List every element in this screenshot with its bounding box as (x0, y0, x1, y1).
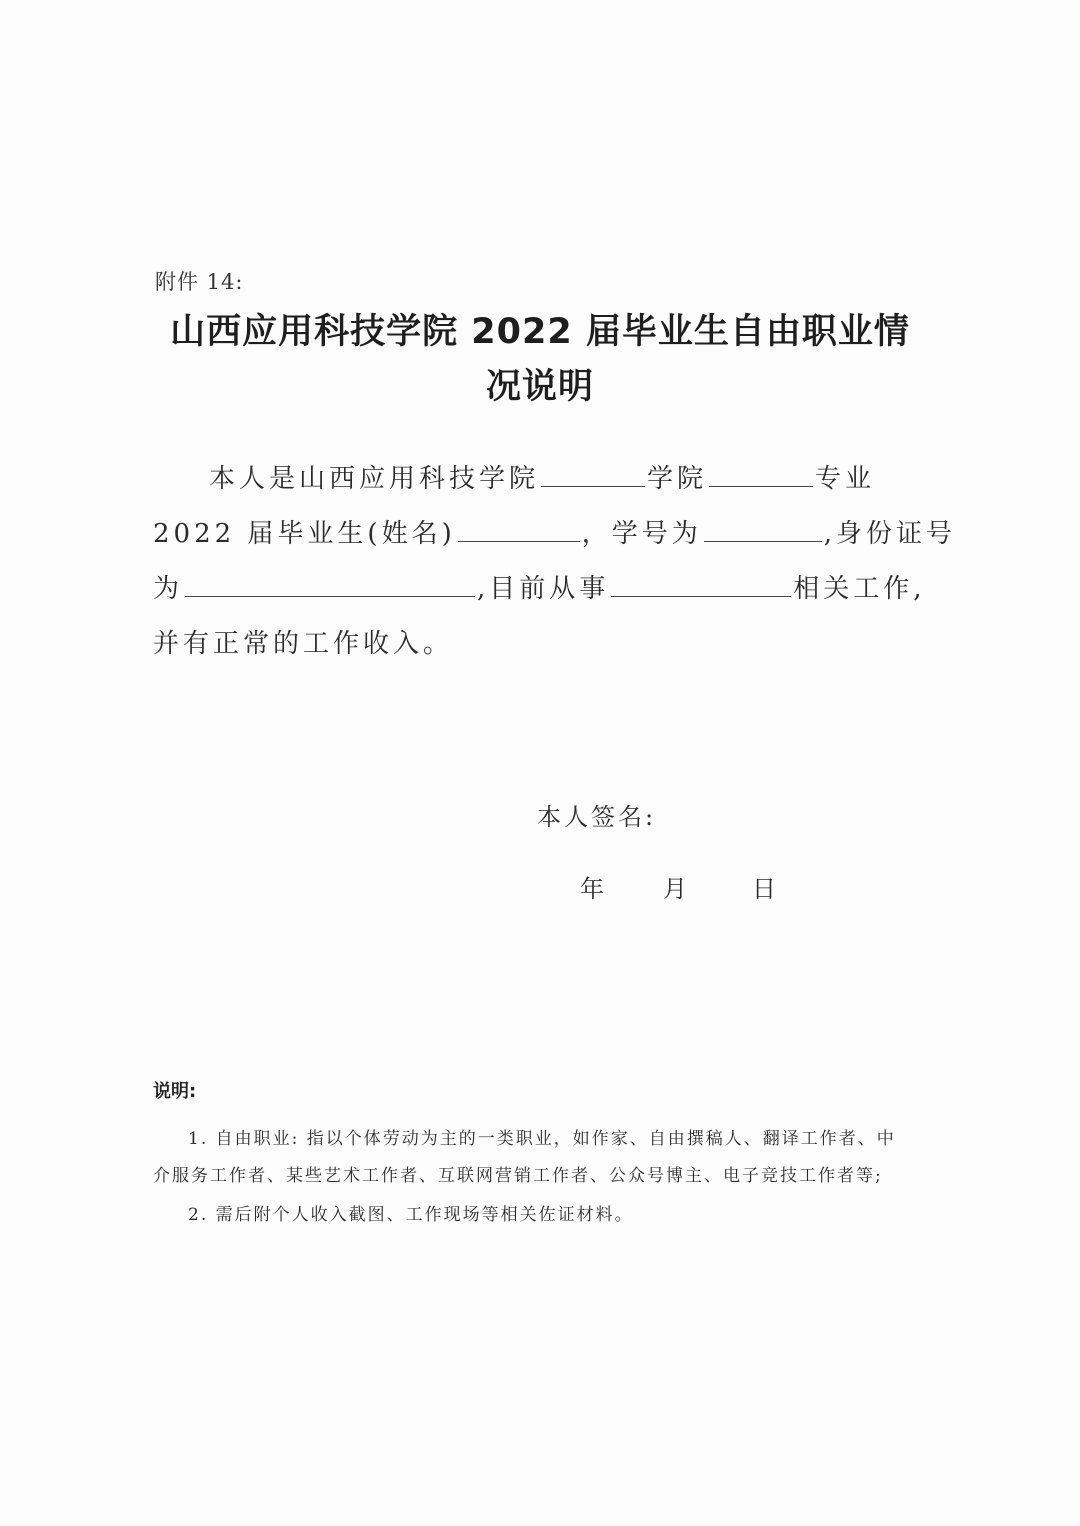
statement-text: 专业 (815, 464, 876, 494)
statement-text: 2022 届毕业生(姓名) (153, 519, 456, 549)
date-month-label: 月 (663, 875, 687, 903)
statement-line-3 (153, 562, 926, 617)
attachment-label: 附件 14: (155, 270, 244, 294)
date-day-label: 日 (752, 875, 776, 903)
name-blank[interactable] (458, 515, 580, 542)
statement-text: ,目前从事 (477, 574, 610, 604)
statement-text: ，学号为 (581, 519, 702, 549)
signature-label: 本人签名: (537, 803, 657, 831)
statement-text: 为 (153, 574, 184, 604)
occupation-blank[interactable] (611, 570, 791, 597)
student-id-blank[interactable] (704, 515, 822, 542)
statement-text: ,身份证号 (823, 519, 957, 549)
statement-line-1 (209, 452, 875, 507)
statement-line-4: 并有正常的工作收入。 (153, 629, 454, 659)
title-line-2: 况说明 (485, 367, 594, 407)
statement-line-2 (153, 507, 956, 562)
statement-text: 本人是山西应用科技学院 (209, 464, 540, 494)
note-item-1-line-1: 1. 自由职业: 指以个体劳动为主的一类职业，如作家、自由撰稿人、翻译工作者、中 (188, 1129, 896, 1149)
id-number-blank[interactable] (185, 570, 475, 597)
title-line-1: 山西应用科技学院 2022 届毕业生自由职业情 (170, 312, 910, 352)
notes-title: 说明: (153, 1081, 197, 1102)
major-blank[interactable] (709, 460, 813, 487)
note-item-1-line-2: 介服务工作者、某些艺术工作者、互联网营销工作者、公众号博主、电子竞技工作者等; (153, 1166, 883, 1186)
statement-text: 相关工作, (793, 574, 926, 604)
statement-text: 学院 (647, 464, 708, 494)
note-item-2: 2. 需后附个人收入截图、工作现场等相关佐证材料。 (188, 1205, 634, 1225)
date-year-label: 年 (580, 875, 604, 903)
document-title (150, 305, 930, 415)
college-blank[interactable] (541, 460, 645, 487)
